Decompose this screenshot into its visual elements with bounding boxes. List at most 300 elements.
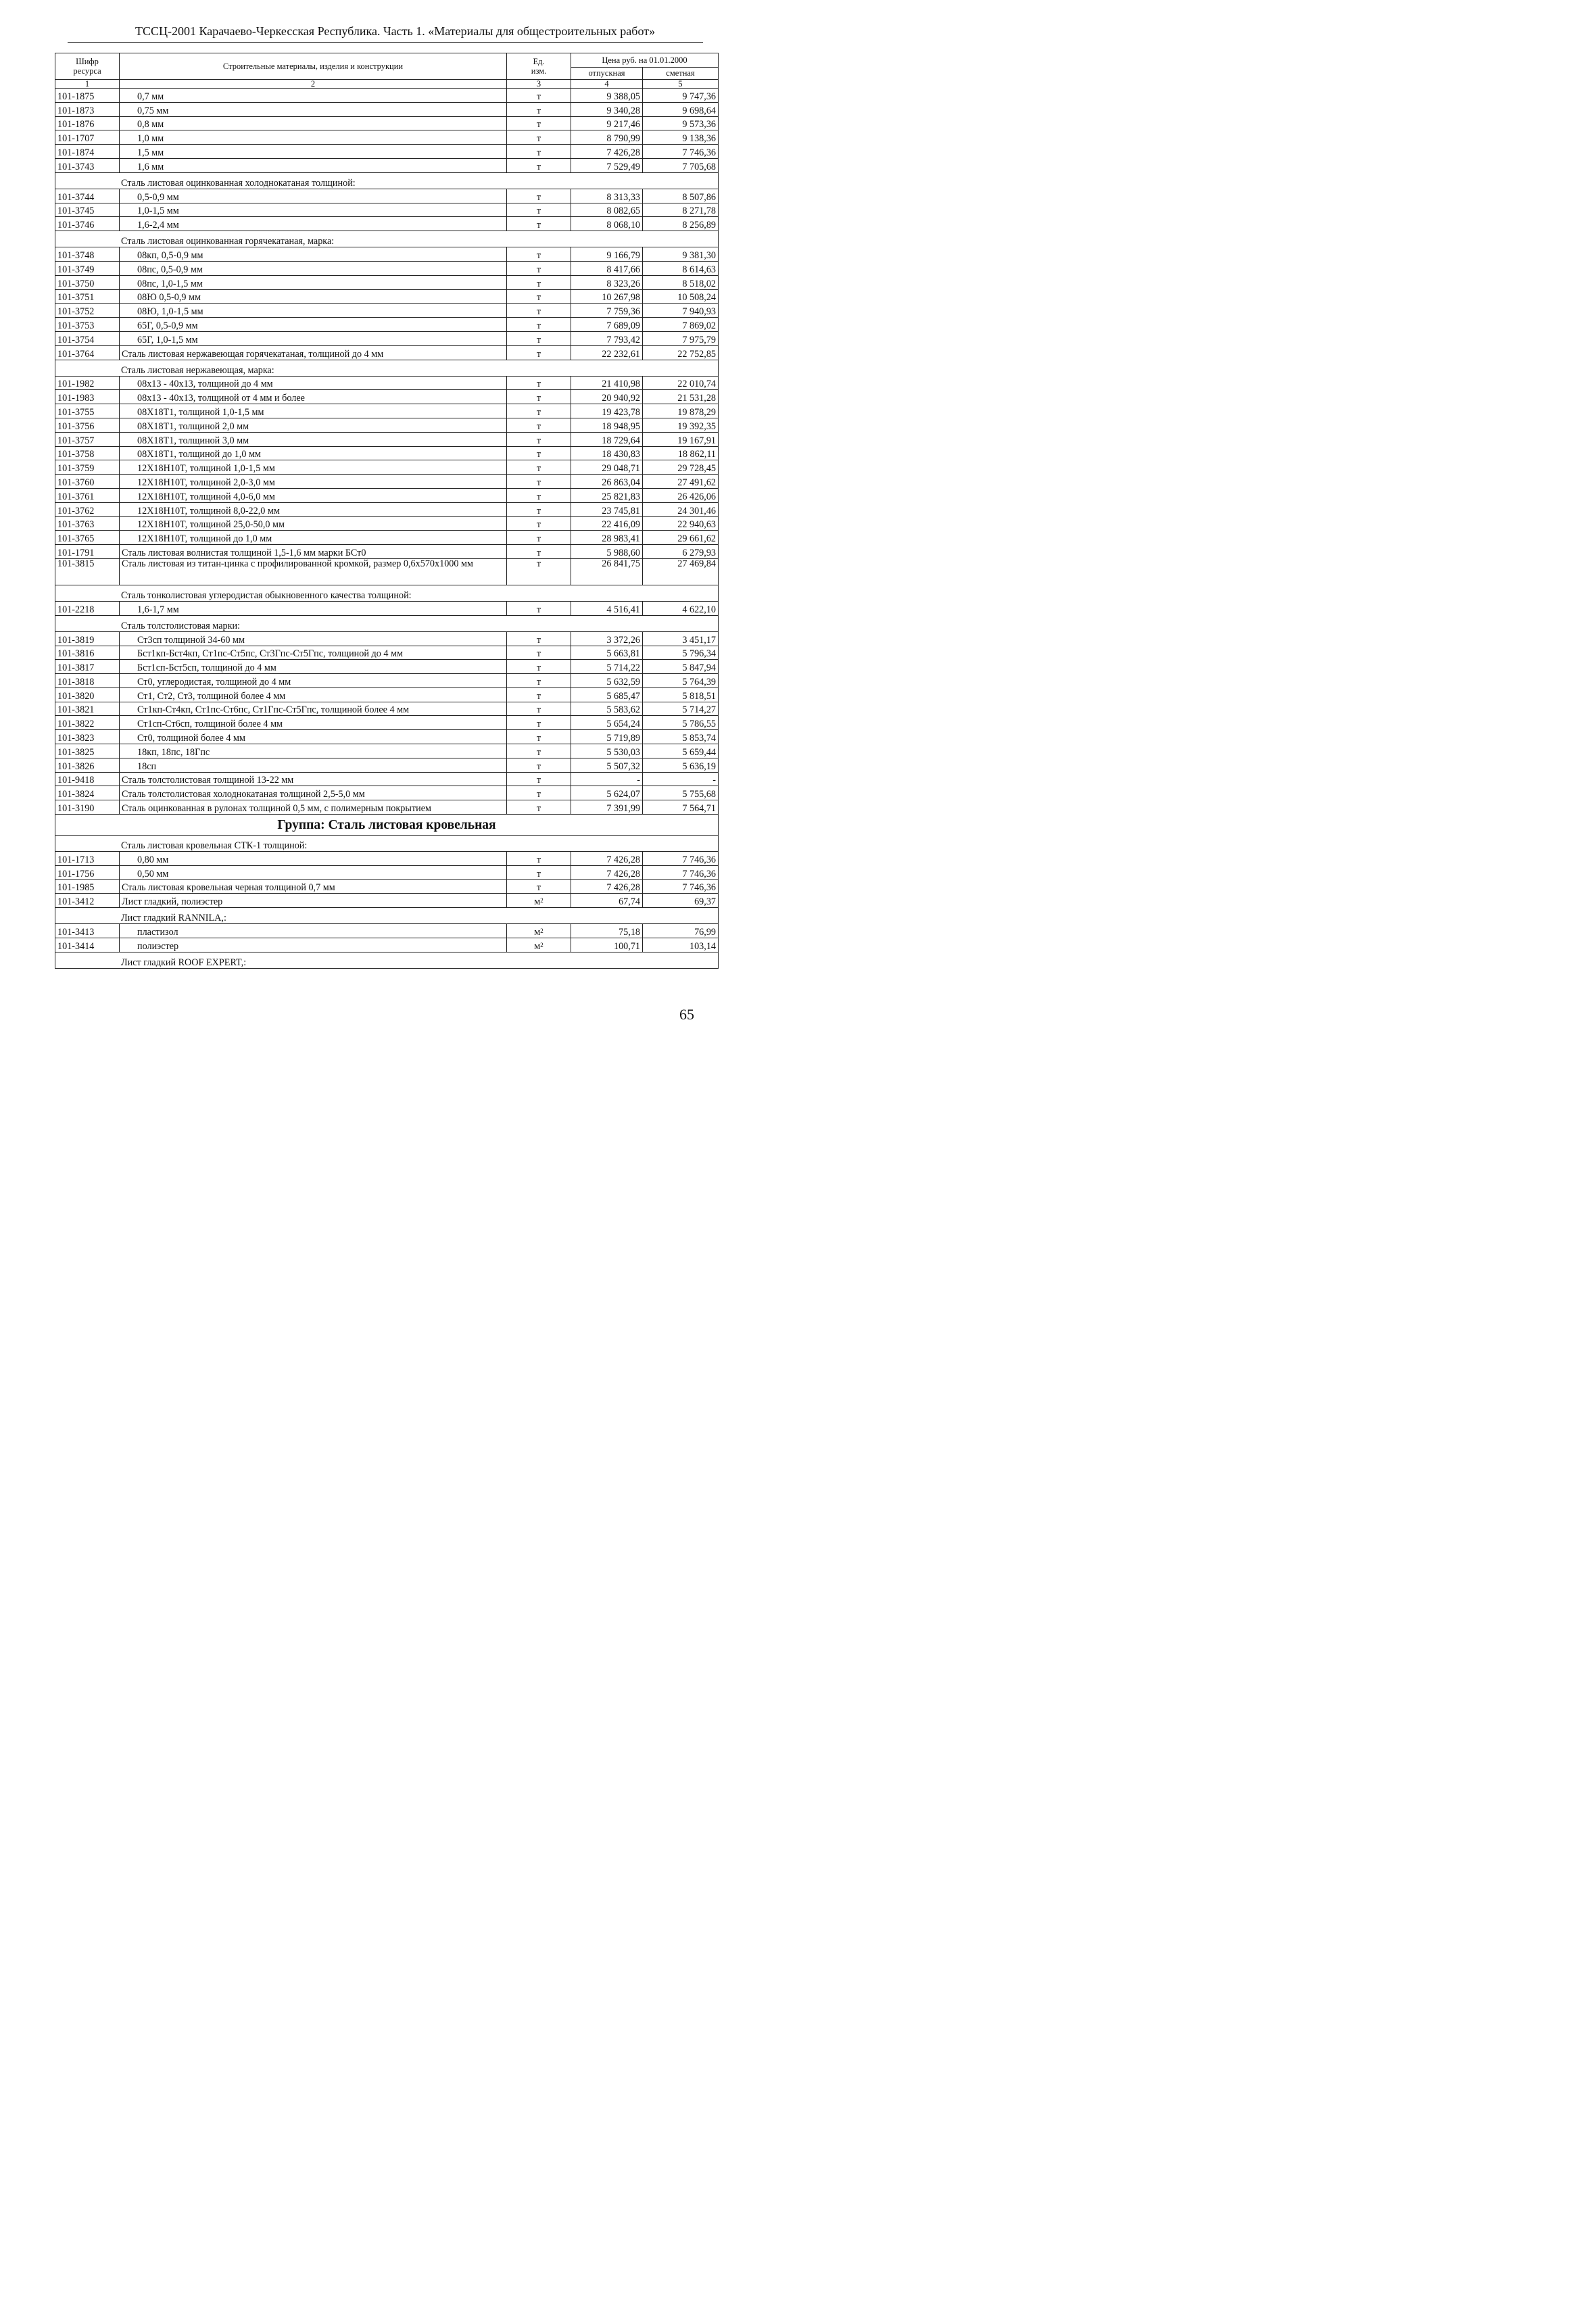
resource-code-cell: 101-1983 <box>55 390 120 404</box>
table-row <box>55 304 719 318</box>
unit-cell: т <box>507 687 571 702</box>
release-price-cell: 7 391,99 <box>571 800 643 815</box>
unit-cell <box>507 894 571 908</box>
release-price-cell: 7 759,36 <box>571 304 643 318</box>
resource-code-cell: 101-3826 <box>55 758 120 772</box>
unit-cell: т <box>507 758 571 772</box>
table-row <box>55 475 719 489</box>
release-price-cell: 5 632,59 <box>571 674 643 688</box>
table-row <box>55 800 719 815</box>
unit-cell: т <box>507 460 571 475</box>
unit-cell: т <box>507 502 571 516</box>
estimate-price-cell: 22 752,85 <box>643 345 719 360</box>
table-row <box>55 217 719 231</box>
table-row <box>55 158 719 172</box>
material-name-cell: Сталь листовая волнистая толщиной 1,5-1,6 мм марки БСт0 <box>120 545 507 559</box>
table-row <box>55 772 719 786</box>
table-row <box>55 460 719 475</box>
table-row <box>55 446 719 460</box>
release-price-cell: 18 729,64 <box>571 432 643 446</box>
release-price-cell: 8 068,10 <box>571 217 643 231</box>
table-row <box>55 130 719 145</box>
estimate-price-cell: 8 614,63 <box>643 261 719 275</box>
release-price-cell: 5 507,32 <box>571 758 643 772</box>
table-row <box>55 275 719 289</box>
estimate-price-cell: 7 975,79 <box>643 331 719 345</box>
table-row <box>55 102 719 116</box>
col-header-name: Строительные материалы, изделия и конструкции <box>120 53 507 80</box>
material-name-cell: Бст1кп-Бст4кп, Ст1пс-Ст5пс, Ст3Гпс-Ст5Гпс, толщиной до 4 мм <box>120 646 507 660</box>
page-number: 65 <box>679 1006 694 1023</box>
table-row <box>55 331 719 345</box>
material-name-cell: 1,6-1,7 мм <box>120 601 507 615</box>
unit-cell: т <box>507 217 571 231</box>
release-price-cell: 25 821,83 <box>571 488 643 502</box>
material-name-cell: Сталь толстолистовая холоднокатаная толщиной 2,5-5,0 мм <box>120 786 507 800</box>
material-name-cell: 08Ю 0,5-0,9 мм <box>120 289 507 304</box>
release-price-cell: 8 790,99 <box>571 130 643 145</box>
unit-cell: т <box>507 786 571 800</box>
material-name-cell: Лист гладкий, полиэстер <box>120 894 507 908</box>
table-row <box>55 674 719 688</box>
estimate-price-cell: 19 878,29 <box>643 404 719 418</box>
estimate-price-cell: 7 746,36 <box>643 145 719 159</box>
release-price-cell: 5 654,24 <box>571 716 643 730</box>
material-name-cell: Сталь листовая из титан-цинка с профилированной кромкой, размер 0,6x570x1000 мм <box>120 558 507 585</box>
resource-code-cell: 101-3819 <box>55 631 120 646</box>
table-row <box>55 716 719 730</box>
estimate-price-cell: 10 508,24 <box>643 289 719 304</box>
table-row <box>55 702 719 716</box>
resource-code-cell: 101-3746 <box>55 217 120 231</box>
unit-cell: т <box>507 116 571 130</box>
release-price-cell: 8 082,65 <box>571 203 643 217</box>
release-price-cell: 19 423,78 <box>571 404 643 418</box>
unit-cell: т <box>507 716 571 730</box>
release-price-cell: 22 416,09 <box>571 516 643 531</box>
release-price-cell: 9 340,28 <box>571 102 643 116</box>
unit-cell: т <box>507 744 571 758</box>
table-row <box>55 390 719 404</box>
col-header-code: Шифр ресурса <box>55 53 120 80</box>
release-price-cell: 22 232,61 <box>571 345 643 360</box>
material-name-cell: 08Ю, 1,0-1,5 мм <box>120 304 507 318</box>
material-name-cell: 12X18H10T, толщиной 4,0-6,0 мм <box>120 488 507 502</box>
unit-cell: т <box>507 89 571 103</box>
material-name-cell: 08X18T1, толщиной 2,0 мм <box>120 418 507 432</box>
release-price-cell: 18 430,83 <box>571 446 643 460</box>
material-name-cell: пластизол <box>120 924 507 938</box>
estimate-price-cell: 5 714,27 <box>643 702 719 716</box>
unit-cell: т <box>507 558 571 585</box>
estimate-price-cell: 5 764,39 <box>643 674 719 688</box>
release-price-cell: 7 529,49 <box>571 158 643 172</box>
col-header-unit: Ед. изм. <box>507 53 571 80</box>
resource-code-cell: 101-3753 <box>55 318 120 332</box>
estimate-price-cell: 27 491,62 <box>643 475 719 489</box>
material-name-cell: 0,50 мм <box>120 865 507 879</box>
unit-cell: т <box>507 800 571 815</box>
material-name-cell: 08X18T1, толщиной 3,0 мм <box>120 432 507 446</box>
estimate-price-cell: 5 659,44 <box>643 744 719 758</box>
table-row <box>55 247 719 262</box>
resource-code-cell: 101-3759 <box>55 460 120 475</box>
estimate-price-cell: 7 940,93 <box>643 304 719 318</box>
estimate-price-cell: 103,14 <box>643 938 719 952</box>
unit-cell: т <box>507 646 571 660</box>
section-heading: Сталь толстолистовая марки: <box>55 615 719 631</box>
table-row <box>55 318 719 332</box>
unit-cell: т <box>507 275 571 289</box>
resource-code-cell: 101-3758 <box>55 446 120 460</box>
unit-cell: т <box>507 432 571 446</box>
resource-code-cell: 101-3190 <box>55 800 120 815</box>
material-name-cell: Ст3сп толщиной 34-60 мм <box>120 631 507 646</box>
material-name-cell: 08X18T1, толщиной 1,0-1,5 мм <box>120 404 507 418</box>
release-price-cell: 5 988,60 <box>571 545 643 559</box>
material-name-cell: 0,8 мм <box>120 116 507 130</box>
resource-code-cell: 101-1875 <box>55 89 120 103</box>
table-row <box>55 345 719 360</box>
resource-code-cell: 101-9418 <box>55 772 120 786</box>
unit-cell: т <box>507 390 571 404</box>
release-price-cell: 5 719,89 <box>571 730 643 744</box>
section-heading-row <box>55 585 719 601</box>
estimate-price-cell: 5 818,51 <box>643 687 719 702</box>
section-heading: Сталь листовая оцинкованная горячекатаная, марка: <box>55 231 719 247</box>
resource-code-cell: 101-1713 <box>55 852 120 866</box>
release-price-cell: 7 426,28 <box>571 145 643 159</box>
release-price-cell: 5 685,47 <box>571 687 643 702</box>
resource-code-cell: 101-3748 <box>55 247 120 262</box>
resource-code-cell: 101-3744 <box>55 189 120 203</box>
table-row <box>55 938 719 952</box>
unit-cell: т <box>507 730 571 744</box>
material-name-cell: Ст1сп-Ст6сп, толщиной более 4 мм <box>120 716 507 730</box>
material-name-cell: 1,5 мм <box>120 145 507 159</box>
resource-code-cell: 101-3823 <box>55 730 120 744</box>
unit-cell: т <box>507 852 571 866</box>
section-heading-row <box>55 836 719 852</box>
estimate-price-cell: 5 853,74 <box>643 730 719 744</box>
material-name-cell: 12X18H10T, толщиной 2,0-3,0 мм <box>120 475 507 489</box>
resource-code-cell: 101-3414 <box>55 938 120 952</box>
group-heading: Группа: Сталь листовая кровельная <box>55 815 719 836</box>
material-name-cell: 12X18H10T, толщиной 8,0-22,0 мм <box>120 502 507 516</box>
resource-code-cell: 101-3815 <box>55 558 120 585</box>
unit-cell: т <box>507 145 571 159</box>
table-row <box>55 924 719 938</box>
col-number: 3 <box>507 80 571 89</box>
unit-cell: т <box>507 879 571 894</box>
unit-cell: т <box>507 304 571 318</box>
table-row <box>55 631 719 646</box>
header-rule <box>68 42 703 43</box>
material-name-cell: 65Г, 0,5-0,9 мм <box>120 318 507 332</box>
release-price-cell: 8 417,66 <box>571 261 643 275</box>
resource-code-cell: 101-3816 <box>55 646 120 660</box>
release-price-cell: 9 217,46 <box>571 116 643 130</box>
resource-code-cell: 101-3752 <box>55 304 120 318</box>
table-header <box>55 53 719 89</box>
col-header-release: отпускная <box>571 68 643 80</box>
group-heading-row <box>55 815 719 836</box>
section-heading-row <box>55 615 719 631</box>
section-heading-row <box>55 231 719 247</box>
resource-code-cell: 101-3413 <box>55 924 120 938</box>
table-row <box>55 289 719 304</box>
table-row <box>55 894 719 908</box>
table-row <box>55 687 719 702</box>
unit-cell: т <box>507 446 571 460</box>
release-price-cell: 100,71 <box>571 938 643 952</box>
unit-cell: т <box>507 475 571 489</box>
unit-cell: т <box>507 331 571 345</box>
release-price-cell: 7 426,28 <box>571 879 643 894</box>
resource-code-cell: 101-1985 <box>55 879 120 894</box>
estimate-price-cell: 19 167,91 <box>643 432 719 446</box>
table-row <box>55 116 719 130</box>
material-name-cell: 18сп <box>120 758 507 772</box>
resource-code-cell: 101-3761 <box>55 488 120 502</box>
col-header-estimate: сметная <box>643 68 719 80</box>
table-row <box>55 404 719 418</box>
release-price-cell: 29 048,71 <box>571 460 643 475</box>
resource-code-cell: 101-3760 <box>55 475 120 489</box>
unit-cell: т <box>507 531 571 545</box>
unit-cell: т <box>507 289 571 304</box>
estimate-price-cell: 7 869,02 <box>643 318 719 332</box>
estimate-price-cell: 24 301,46 <box>643 502 719 516</box>
table-row <box>55 516 719 531</box>
unit-cell: т <box>507 865 571 879</box>
resource-code-cell: 101-3749 <box>55 261 120 275</box>
table-row <box>55 758 719 772</box>
estimate-price-cell: 22 940,63 <box>643 516 719 531</box>
page-header-title: ТССЦ-2001 Карачаево-Черкесская Республика. Часть 1. «Материалы для общестроительных работ» <box>135 24 656 38</box>
table-row <box>55 730 719 744</box>
material-name-cell: 18кп, 18пс, 18Гпс <box>120 744 507 758</box>
release-price-cell: - <box>571 772 643 786</box>
resource-code-cell: 101-3820 <box>55 687 120 702</box>
estimate-price-cell: 8 256,89 <box>643 217 719 231</box>
material-name-cell: Сталь толстолистовая толщиной 13-22 мм <box>120 772 507 786</box>
unit-cell: т <box>507 674 571 688</box>
unit-cell: т <box>507 545 571 559</box>
table-row <box>55 432 719 446</box>
estimate-price-cell: 21 531,28 <box>643 390 719 404</box>
release-price-cell: 8 323,26 <box>571 275 643 289</box>
release-price-cell: 23 745,81 <box>571 502 643 516</box>
material-name-cell: Ст0, углеродистая, толщиной до 4 мм <box>120 674 507 688</box>
table-row <box>55 744 719 758</box>
estimate-price-cell: 5 796,34 <box>643 646 719 660</box>
release-price-cell: 10 267,98 <box>571 289 643 304</box>
material-name-cell: Сталь оцинкованная в рулонах толщиной 0,5 мм, с полимерным покрытием <box>120 800 507 815</box>
col-header-price: Цена руб. на 01.01.2000 <box>571 53 719 68</box>
estimate-price-cell: 4 622,10 <box>643 601 719 615</box>
release-price-cell: 67,74 <box>571 894 643 908</box>
unit-cell: т <box>507 660 571 674</box>
unit-cell: т <box>507 516 571 531</box>
material-name-cell: 12X18H10T, толщиной 1,0-1,5 мм <box>120 460 507 475</box>
resource-code-cell: 101-3762 <box>55 502 120 516</box>
release-price-cell: 9 388,05 <box>571 89 643 103</box>
resource-code-cell: 101-3745 <box>55 203 120 217</box>
estimate-price-cell: 9 138,36 <box>643 130 719 145</box>
unit-cell: т <box>507 631 571 646</box>
release-price-cell: 5 530,03 <box>571 744 643 758</box>
table-body <box>55 89 719 969</box>
material-name-cell: 1,6-2,4 мм <box>120 217 507 231</box>
unit-cell: т <box>507 702 571 716</box>
unit-cell: т <box>507 376 571 390</box>
section-heading: Сталь листовая нержавеющая, марка: <box>55 360 719 376</box>
material-name-cell: 0,7 мм <box>120 89 507 103</box>
estimate-price-cell: 19 392,35 <box>643 418 719 432</box>
release-price-cell: 8 313,33 <box>571 189 643 203</box>
resource-code-cell: 101-3825 <box>55 744 120 758</box>
section-heading: Лист гладкий ROOF EXPERT,: <box>55 952 719 968</box>
table-row <box>55 660 719 674</box>
estimate-price-cell: 26 426,06 <box>643 488 719 502</box>
unit-cell: т <box>507 488 571 502</box>
unit-cell: т <box>507 404 571 418</box>
table-row <box>55 261 719 275</box>
material-name-cell: 08X18T1, толщиной до 1,0 мм <box>120 446 507 460</box>
material-name-cell: 08x13 - 40x13, толщиной до 4 мм <box>120 376 507 390</box>
resource-code-cell: 101-3822 <box>55 716 120 730</box>
unit-cell: т <box>507 203 571 217</box>
unit-cell: т <box>507 247 571 262</box>
resource-code-cell: 101-1791 <box>55 545 120 559</box>
estimate-price-cell: 9 381,30 <box>643 247 719 262</box>
col-number: 1 <box>55 80 120 89</box>
resource-code-cell: 101-1874 <box>55 145 120 159</box>
material-name-cell: 08x13 - 40x13, толщиной от 4 мм и более <box>120 390 507 404</box>
release-price-cell: 7 689,09 <box>571 318 643 332</box>
release-price-cell: 20 940,92 <box>571 390 643 404</box>
resource-code-cell: 101-3754 <box>55 331 120 345</box>
unit-text: м <box>534 896 541 908</box>
section-heading-row <box>55 908 719 924</box>
section-heading-row <box>55 172 719 189</box>
release-price-cell: 7 793,42 <box>571 331 643 345</box>
table-row <box>55 646 719 660</box>
unit-cell: т <box>507 261 571 275</box>
material-name-cell: 08кп, 0,5-0,9 мм <box>120 247 507 262</box>
material-name-cell: 12X18H10T, толщиной до 1,0 мм <box>120 531 507 545</box>
unit-text: м <box>534 940 541 952</box>
estimate-price-cell: 22 010,74 <box>643 376 719 390</box>
resource-code-cell: 101-3817 <box>55 660 120 674</box>
unit-cell: т <box>507 772 571 786</box>
table-row <box>55 418 719 432</box>
resource-code-cell: 101-3412 <box>55 894 120 908</box>
unit-cell: т <box>507 130 571 145</box>
unit-superscript: 2 <box>540 941 543 948</box>
resource-code-cell: 101-3763 <box>55 516 120 531</box>
material-name-cell: Ст1, Ст2, Ст3, толщиной более 4 мм <box>120 687 507 702</box>
estimate-price-cell: 7 746,36 <box>643 852 719 866</box>
section-heading: Сталь листовая оцинкованная холоднокатаная толщиной: <box>55 172 719 189</box>
release-price-cell: 5 663,81 <box>571 646 643 660</box>
estimate-price-cell: 7 746,36 <box>643 865 719 879</box>
material-name-cell: 0,5-0,9 мм <box>120 189 507 203</box>
material-name-cell: 0,75 мм <box>120 102 507 116</box>
material-name-cell: 1,0-1,5 мм <box>120 203 507 217</box>
col-number: 2 <box>120 80 507 89</box>
estimate-price-cell: 27 469,84 <box>643 558 719 585</box>
estimate-price-cell: 29 661,62 <box>643 531 719 545</box>
material-name-cell: Ст1кп-Ст4кп, Ст1пс-Ст6пс, Ст1Гпс-Ст5Гпс, толщиной более 4 мм <box>120 702 507 716</box>
resource-code-cell: 101-3743 <box>55 158 120 172</box>
estimate-price-cell: 8 507,86 <box>643 189 719 203</box>
release-price-cell: 9 166,79 <box>571 247 643 262</box>
resource-code-cell: 101-3818 <box>55 674 120 688</box>
resource-code-cell: 101-3824 <box>55 786 120 800</box>
table-row <box>55 89 719 103</box>
resource-code-cell: 101-3757 <box>55 432 120 446</box>
resource-code-cell: 101-3765 <box>55 531 120 545</box>
price-table <box>55 53 719 969</box>
material-name-cell: 0,80 мм <box>120 852 507 866</box>
material-name-cell: 65Г, 1,0-1,5 мм <box>120 331 507 345</box>
table-row <box>55 545 719 559</box>
unit-cell <box>507 938 571 952</box>
unit-cell: т <box>507 601 571 615</box>
table-row <box>55 145 719 159</box>
resource-code-cell: 101-1982 <box>55 376 120 390</box>
section-heading-row <box>55 952 719 968</box>
material-name-cell: Бст1сп-Бст5сп, толщиной до 4 мм <box>120 660 507 674</box>
release-price-cell: 3 372,26 <box>571 631 643 646</box>
material-name-cell: Сталь листовая нержавеющая горячекатаная, толщиной до 4 мм <box>120 345 507 360</box>
unit-cell: т <box>507 418 571 432</box>
estimate-price-cell: 9 747,36 <box>643 89 719 103</box>
section-heading-row <box>55 360 719 376</box>
estimate-price-cell: 5 636,19 <box>643 758 719 772</box>
release-price-cell: 26 841,75 <box>571 558 643 585</box>
resource-code-cell: 101-1756 <box>55 865 120 879</box>
resource-code-cell: 101-3755 <box>55 404 120 418</box>
unit-superscript: 2 <box>540 927 543 935</box>
release-price-cell: 21 410,98 <box>571 376 643 390</box>
resource-code-cell: 101-1873 <box>55 102 120 116</box>
release-price-cell: 7 426,28 <box>571 852 643 866</box>
table-row <box>55 203 719 217</box>
estimate-price-cell: 8 271,78 <box>643 203 719 217</box>
release-price-cell: 5 583,62 <box>571 702 643 716</box>
release-price-cell: 5 624,07 <box>571 786 643 800</box>
estimate-price-cell: 9 573,36 <box>643 116 719 130</box>
unit-cell <box>507 924 571 938</box>
table-row <box>55 488 719 502</box>
resource-code-cell: 101-3764 <box>55 345 120 360</box>
unit-text: м <box>534 927 541 938</box>
col-number: 5 <box>643 80 719 89</box>
estimate-price-cell: 18 862,11 <box>643 446 719 460</box>
release-price-cell: 4 516,41 <box>571 601 643 615</box>
release-price-cell: 75,18 <box>571 924 643 938</box>
table-row <box>55 852 719 866</box>
estimate-price-cell: 5 755,68 <box>643 786 719 800</box>
unit-cell: т <box>507 102 571 116</box>
release-price-cell: 5 714,22 <box>571 660 643 674</box>
estimate-price-cell: 7 564,71 <box>643 800 719 815</box>
release-price-cell: 7 426,28 <box>571 865 643 879</box>
table-row <box>55 865 719 879</box>
